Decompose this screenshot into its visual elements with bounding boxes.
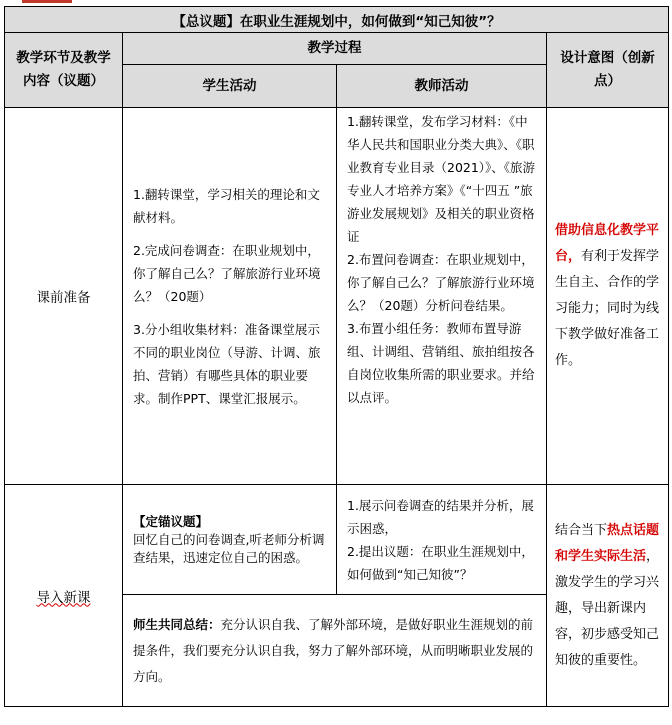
intro-teacher-item-1: 1.展示问卷调查的结果并分析，展示困惑， [347, 497, 534, 536]
prep-teacher-item-1: 1.翻转课堂，发布学习材料：《中华人民共和国职业分类大典》、《职业教育专业目录（2021）》、《旅游专业人才培养方案》《“十四五 ”旅游业发展规划》及相关的职业资格证 [347, 114, 536, 244]
anchor-label: 【定锚议题】 [133, 513, 209, 529]
prep-design-highlight: 借助信息化教学平台， [555, 223, 660, 264]
header-process: 教学过程 [123, 33, 547, 65]
intro-summary [123, 595, 547, 707]
header-section: 教学环节及教学内容（议题） [5, 33, 123, 108]
stage-intro-label: 导入新课 [36, 589, 91, 606]
top-red-mark [22, 0, 72, 3]
prep-design-text: 有利于发挥学生自主、合作的学习能力；同时为线下教学做好准备工作。 [555, 249, 660, 368]
prep-student-activities [123, 108, 337, 485]
prep-design-intent [547, 108, 669, 485]
intro-teacher-item-2: 2.提出议题：在职业生涯规划中，如何做到“知己知彼”？ [347, 543, 534, 582]
summary-text: 充分认识自我、了解外部环境，是做好职业生涯规划的前提条件，我们要充分认识自我，努力了解外部环境，从而明晰职业发展的方向。 [133, 616, 534, 684]
prep-teacher-item-3: 3.布置小组任务：教师布置导游组、计调组、营销组、旅拍组按各自岗位收集所需的职业要求。并给以点评。 [347, 321, 535, 405]
intro-design-intent [547, 485, 669, 707]
prep-student-item-1: 1.翻转课堂，学习相关的理论和文献材料。 [133, 186, 320, 225]
intro-design-pre: 结合当下 [555, 522, 608, 538]
intro-design-highlight: 热点话题和学生实际生活 [555, 522, 660, 564]
header-student: 学生活动 [123, 65, 337, 108]
header-teacher: 教师活动 [337, 65, 547, 108]
intro-design-text: ，激发学生的学习兴趣，导出新课内容，初步感受知己知彼的重要性。 [555, 548, 660, 668]
prep-teacher-activities [337, 108, 547, 485]
anchor-text: 回忆自己的问卷调查,听老师分析调查结果，迅速定位自己的困惑。 [133, 531, 325, 565]
header-design: 设计意图（创新点） [547, 33, 669, 108]
stage-prep: 课前准备 [5, 108, 123, 485]
prep-student-item-2: 2.完成问卷调查：在职业规划中，你了解自己么？了解旅游行业环境么？（20题） [133, 242, 321, 304]
prep-teacher-item-2: 2.布置问卷调查：在职业规划中，你了解自己么？了解旅游行业环境么？（20题）分析问卷结果。 [347, 252, 535, 313]
summary-label: 师生共同总结： [133, 616, 221, 632]
stage-intro [5, 485, 123, 707]
table-title: 【总议题】在职业生涯规划中，如何做到“知己知彼”？ [5, 7, 669, 33]
intro-anchor [123, 485, 337, 595]
prep-student-item-3: 3.分小组收集材料：准备课堂展示不同的职业岗位（导游、计调、旅拍、营销）有哪些具体的职业要求。制作PPT、课堂汇报展示。 [133, 321, 321, 406]
intro-teacher-activities [337, 485, 547, 595]
lesson-plan-table [4, 6, 669, 707]
